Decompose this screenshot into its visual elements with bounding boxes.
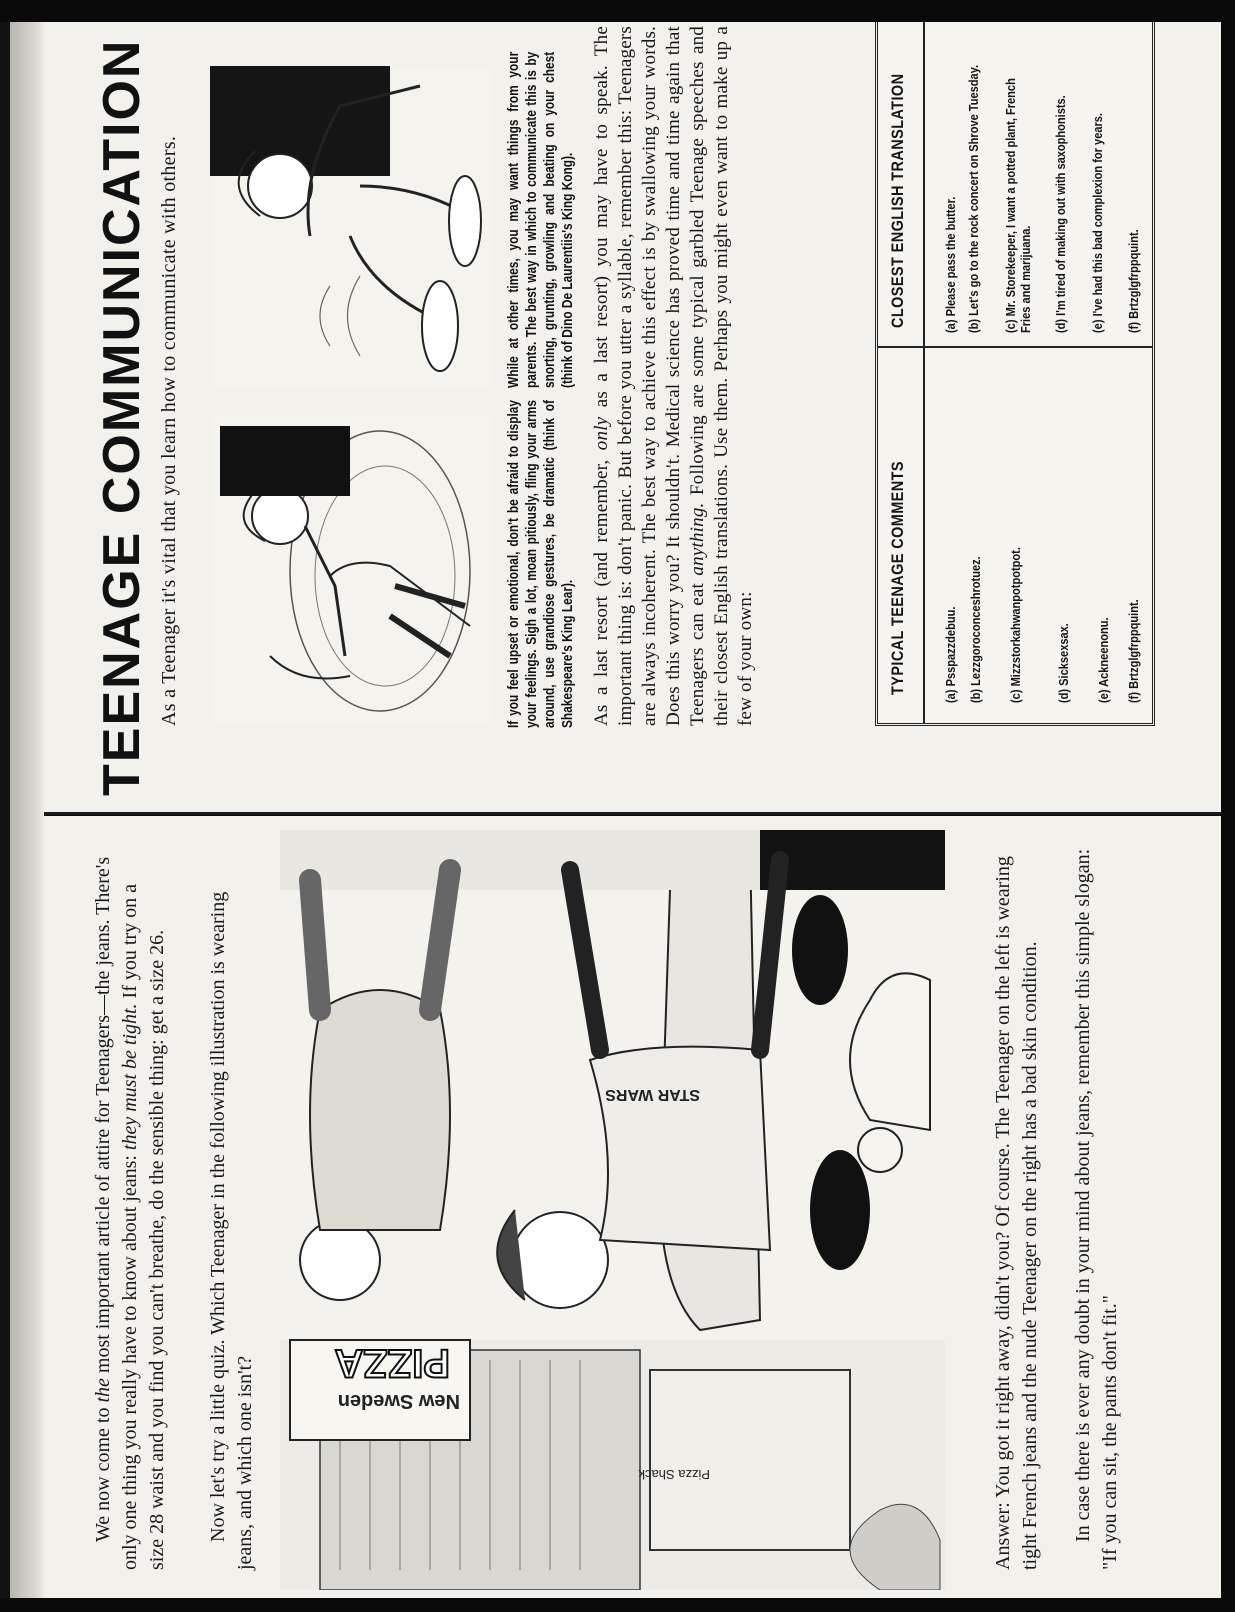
body-text-2: as a last resort) you may have to speak. The important thing is: don't panic. But before you utter a syllable, remember this: Teenagers are always incoherent. The best way to achieve this effect is by swallowing your words. Does this worry you? It shouldn't. Medical science has proved time and time again that Teenagers can eat [591, 25, 708, 726]
slogan-paragraph: In case there is ever any doubt in your mind about jeans, remember this simple slogan: "If you can sit, the pants don't fit." [1072, 848, 1121, 1570]
table-cell-translation: (c) Mr. Storekeeper, I want a potted plant, French Fries and marijuana. [1003, 78, 1033, 333]
table-cell-comment: (f) Brtzglgfrppquint. [1126, 599, 1141, 703]
table-cell-translation: (f) Brtzglgfrppquint. [1126, 229, 1141, 333]
jeans-text-3: If you try on a size 28 waist and you find you can't breathe, do the sensible thing: get a size 26. [119, 884, 168, 1570]
table-cell-comment: (c) Mizzstorkahwanpotpotpot. [1008, 547, 1023, 703]
table-cell-translation: (a) Please pass the butter. [943, 196, 958, 333]
shop-window-text: Pizza Shack [638, 1467, 710, 1482]
jeans-emphasis-the: the [92, 1378, 114, 1403]
page-title: TEENAGE COMMUNICATION [93, 38, 151, 796]
answer-paragraph: Answer: You got it right away, didn't you? Of course. The Teenager on the left is wearing tight French jeans and the nude Teenager on the right has a bad skin condition. [992, 856, 1041, 1570]
illustration-emotional-teen [210, 416, 490, 726]
pizza-parlor-drawing [280, 830, 945, 1590]
teenage-communication-page [60, 16, 1210, 806]
table-header-comments: TYPICAL TEENAGE COMMENTS [888, 461, 907, 695]
table-cell-comment: (e) Ackneenonu. [1096, 617, 1111, 703]
scan-border-bottom [0, 1598, 1235, 1612]
table-cell-translation: (d) I'm tired of making out with saxophonists. [1053, 95, 1068, 333]
scan-border-right [1221, 0, 1235, 1612]
pizza-parlor-illustration [280, 830, 945, 1590]
table-header-rule [923, 19, 925, 723]
body-paragraph [590, 26, 758, 726]
table-cell-translation: (e) I've had this bad complexion for years. [1090, 112, 1105, 333]
quiz-paragraph: Now let's try a little quiz. Which Teenager in the following illustration is wearing jeans, and which one isn't? [207, 891, 256, 1570]
table-header-translation: CLOSEST ENGLISH TRANSLATION [888, 73, 907, 328]
body-emphasis-anything: anything. [687, 502, 708, 576]
star-wars-shirt-text: STAR WARS [605, 1086, 700, 1103]
scan-border-top-overlay [0, 0, 1235, 22]
table-cell-comment: (d) Sicksexsax. [1056, 623, 1071, 703]
body-text-1: As a last resort (and remember, [591, 450, 612, 726]
jeans-page [60, 820, 1210, 1590]
pizza-sign-line-2: PIZZA [334, 1341, 450, 1385]
emotional-teen-drawing [210, 416, 490, 726]
table-cell-comment: (b) Lezzgoroconceshrotuez. [968, 556, 983, 703]
jeans-emphasis-tight: they must be tight. [119, 1003, 141, 1151]
table-cell-comment: (a) Psspazzdebuu. [943, 606, 958, 703]
grunting-teen-drawing [210, 66, 490, 386]
translation-table [875, 16, 1155, 726]
scan-border-left [0, 0, 10, 1612]
caption-grunting: While at other times, you may want things from your parents. The best way in which to communicate this is by snorting, grunting, growling and beating on your chest (think of Dino De Laurentiis's King Kong). [506, 51, 576, 388]
table-cell-translation: (b) Let's go to the rock concert on Shrove Tuesday. [966, 64, 981, 333]
binding-gutter [10, 22, 44, 1598]
page-fold-line [44, 812, 1221, 815]
jeans-intro-paragraph [90, 850, 171, 1570]
pizza-sign-line-1: New Sweden [337, 1390, 460, 1412]
jeans-text-1: We now come to [92, 1402, 114, 1542]
table-column-divider [878, 346, 1152, 348]
caption-emotional: If you feel upset or emotional, don't be afraid to display your feelings. Sigh a lot, moan pitiously, fling your arms around, use grandiose gestures, be dramatic (think of Shakespeare's King Lear). [506, 400, 576, 728]
intro-paragraph: As a Teenager it's vital that you learn how to communicate with others. [158, 135, 180, 726]
body-text-3: Following are some typical garbled Teenage speeches and their closest English translations. Use them. Perhaps you might even want to make up a few of your own: [687, 26, 756, 726]
illustration-grunting-teen [210, 66, 490, 386]
jeans-text-2: most important article of attire for Teenagers—the jeans. There's only one thing you really have to know about jeans: [92, 856, 141, 1570]
body-emphasis-only: only [591, 416, 612, 451]
